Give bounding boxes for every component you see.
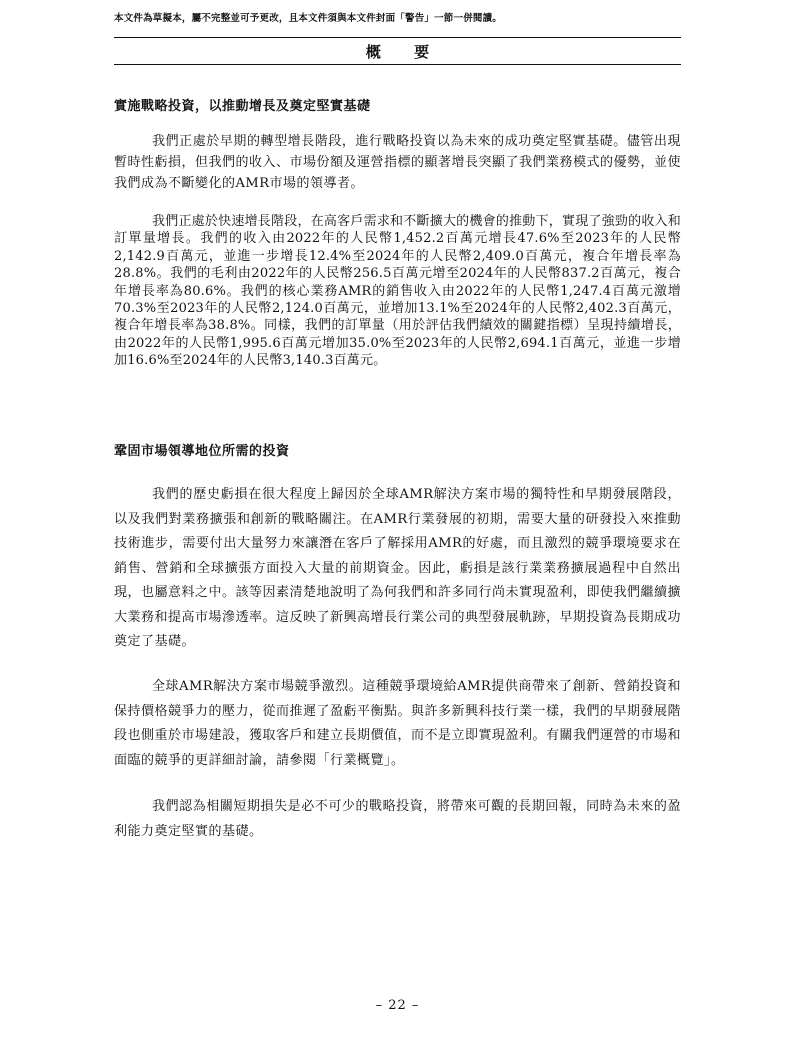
page-title: 概 要: [365, 43, 444, 61]
title-bottom-rule: [114, 64, 681, 65]
paragraph-short-term-losses: 我們認為相關短期損失是必不可少的戰略投資，將帶來可觀的長期回報，同時為未來的盈利能力奠定堅實的基礎。: [114, 799, 681, 839]
page-number: – 22 –: [375, 998, 420, 1013]
draft-notice: 本文件為草擬本，屬不完整並可予更改，且本文件須與本文件封面「警告」一節一併閱讀。: [114, 13, 503, 24]
paragraph-transformation-stage: 我們正處於早期的轉型增長階段，進行戰略投資以為未來的成功奠定堅實基礎。儘管出現暫時性虧損，但我們的收入、市場份額及運營指標的顯著增長突顯了我們業務模式的優勢，並使我們成為不斷變化的AMR市場的領導者。: [114, 134, 682, 191]
paragraph-historical-losses: 我們的歷史虧損在很大程度上歸因於全球AMR解決方案市場的獨特性和早期發展階段，以及我們對業務擴張和創新的戰略關注。在AMR行業發展的初期，需要大量的研發投入來推動技術進步，需要付出大量努力來讓潛在客戶了解採用AMR的好處，而且激烈的競爭環境要求在銷售、營銷和全球擴張方面投入大量的前期資金。因此，虧損是該行業業務擴展過程中自然出現，也屬意料之中。該等因素清楚地說明了為何我們和許多同行尚未實現盈利，即使我們繼續擴大業務和提高市場滲透率。這反映了新興高增長行業公司的典型發展軌跡，早期投資為長期成功奠定了基礎。: [114, 487, 682, 649]
paragraph-competition: 全球AMR解決方案市場競爭激烈。這種競爭環境給AMR提供商帶來了創新、營銷投資和保持價格競爭力的壓力，從而推遲了盈虧平衡點。與許多新興科技行業一樣，我們的早期發展階段也側重於市場建設，獲取客戶和建立長期價值，而不是立即實現盈利。有關我們運營的市場和面臨的競爭的更詳細討論，請參閱「行業概覽」。: [114, 679, 682, 768]
section-heading-strategic-investment: 實施戰略投資，以推動增長及奠定堅實基礎: [114, 99, 371, 114]
title-top-rule: [114, 37, 681, 38]
paragraph-revenue-growth: 我們正處於快速增長階段，在高客戶需求和不斷擴大的機會的推動下，實現了強勁的收入和訂單量增長。我們的收入由2022年的人民幣1,452.2百萬元增長47.6%至2023年的人民幣2,142.9百萬元，並進一步增長12.4%至2024年的人民幣2,409.0百萬元，複合年增長率為28.8%。我們的毛利由2022年的人民幣256.5百萬元增至2024年的人民幣837.2百萬元，複合年增長率為80.6%。我們的核心業務AMR的銷售收入由2022年的人民幣1,247.4百萬元激增70.3%至2023年的人民幣2,124.0百萬元，並增加13.1%至2024年的人民幣2,402.3百萬元，複合年增長率為38.8%。同樣，我們的訂單量（用於評估我們績效的關鍵指標）呈現持續增長，由2022年的人民幣1,995.6百萬元增加35.0%至2023年的人民幣2,694.1百萬元，並進一步增加16.6%至2024年的人民幣3,140.3百萬元。: [114, 214, 681, 369]
section-heading-market-leadership: 鞏固市場領導地位所需的投資: [114, 444, 290, 459]
